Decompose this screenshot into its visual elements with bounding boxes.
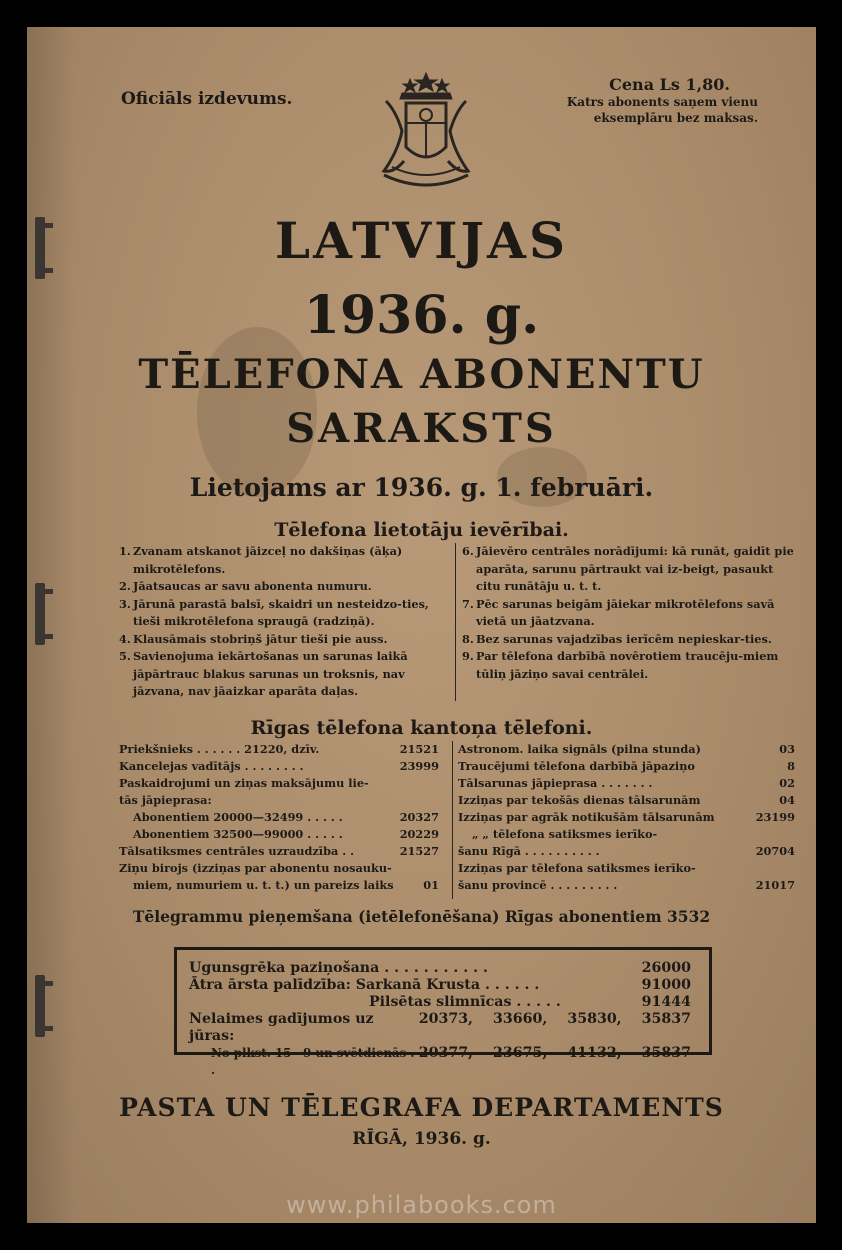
coat-of-arms-emblem xyxy=(380,71,472,193)
phone-label: šanu Rīgā . . . . . . . . . . xyxy=(458,844,600,858)
phone-row xyxy=(458,741,795,758)
phone-label: Izziņas par agrāk notikušām tālsarunām xyxy=(458,810,715,824)
rule-number: 3. xyxy=(119,596,131,611)
phone-label: Traucējumi tēlefona darbībā jāpaziņo xyxy=(458,759,695,773)
phone-number: 23199 xyxy=(755,810,795,824)
rule-item xyxy=(119,648,444,701)
emergency-number: 26000 xyxy=(641,960,691,976)
subtitle: Lietojams ar 1936. g. 1. februāri. xyxy=(189,473,654,502)
phone-row xyxy=(458,758,795,775)
emergency-number: 33660, xyxy=(493,1011,548,1027)
rule-item xyxy=(462,543,796,596)
emergency-label: Nelaimes gadījumos uz jūras: xyxy=(189,1011,374,1044)
emergency-numbers xyxy=(419,1045,691,1079)
rule-number: 9. xyxy=(462,649,474,663)
staple xyxy=(35,975,45,1037)
emergency-label: No plkst. 15—9 un svētdienās . . xyxy=(211,1046,415,1077)
phone-row xyxy=(458,826,795,843)
phone-number: 20704 xyxy=(755,844,795,858)
phone-label: Abonentiem 32500—99000 . . . . . xyxy=(133,827,343,841)
phone-label: Izziņas par tēlefona satiksmes ierīko- xyxy=(458,861,696,875)
rule-item xyxy=(119,578,444,596)
phone-label: Ziņu birojs (izziņas par abonentu nosauku- xyxy=(119,861,392,875)
emergency-box xyxy=(174,947,712,1077)
rule-text: Jārunā parastā balsī, skaidri un nesteidzo-ties, tieši mikrotēlefona spraugā (radziņā). xyxy=(133,596,429,628)
emergency-label: Ugunsgrēka paziņošana . . . . . . . . . . . xyxy=(189,960,488,976)
phone-label: šanu provincē . . . . . . . . . xyxy=(458,878,618,892)
rule-text: Jāievēro centrāles norādījumi: kā runāt, gaidīt pie aparāta, sarunu pārtraukt vai iz-beigt, pasaukt citu runātāju u. t. t. xyxy=(476,544,794,593)
office-phones-right-column xyxy=(452,741,795,899)
emergency-number: 35837 xyxy=(641,1045,691,1061)
price-block xyxy=(567,75,758,126)
phone-row xyxy=(458,843,795,860)
staple xyxy=(35,583,45,645)
department-name: PASTA UN TĒLEGRAFA DEPARTAMENTS xyxy=(119,1093,724,1122)
price-label: Cena Ls 1,80. xyxy=(609,75,730,94)
rules-heading: Tēlefona lietotāju ievērībai. xyxy=(274,519,569,541)
place-date: RĪGĀ, 1936. g. xyxy=(352,1129,491,1149)
title-line4: SARAKSTS xyxy=(286,405,557,452)
phone-label: Tālsatiksmes centrāles uzraudzība . . xyxy=(119,844,355,858)
phone-label: Izziņas par tekošās dienas tālsarunām xyxy=(458,793,701,807)
title-year: 1936. g. xyxy=(303,285,540,346)
official-edition-label: Oficiāls izdevums. xyxy=(121,89,293,109)
phone-row xyxy=(458,877,795,894)
phone-row xyxy=(119,758,439,775)
watermark: www.philabooks.com xyxy=(286,1191,557,1219)
price-note-line1: Katrs abonents saņem vienu xyxy=(566,95,758,109)
phone-row xyxy=(458,860,795,877)
phone-row xyxy=(119,792,439,809)
rule-number: 6. xyxy=(462,544,474,558)
rule-item xyxy=(119,596,444,631)
phone-row xyxy=(458,775,795,792)
rule-text: Savienojuma iekārtošanas un sarunas laikā jāpārtrauc blakus sarunas un troksnis, nav jāzvana, nav jāaizkar aparāta daļas. xyxy=(133,649,408,698)
rule-item xyxy=(462,596,796,631)
rule-number: 1. xyxy=(119,544,131,558)
phone-label: Astronom. laika signāls (pilna stunda) xyxy=(458,742,701,756)
rule-text: Klausāmais stobriņš jātur tieši pie auss. xyxy=(133,631,388,646)
rule-item xyxy=(462,631,796,649)
phone-row xyxy=(119,741,439,758)
rule-text: Bez sarunas vajadzības ierīcēm nepieskar-ties. xyxy=(476,631,772,646)
emergency-number: 35837 xyxy=(641,1011,691,1027)
emergency-number: 41132, xyxy=(567,1045,622,1061)
phone-number: 21527 xyxy=(399,844,439,858)
phone-number: 02 xyxy=(779,776,795,790)
emergency-number: 23675, xyxy=(493,1045,548,1061)
phone-number: 8 xyxy=(787,759,795,773)
emergency-numbers xyxy=(419,1011,691,1045)
phone-number: 03 xyxy=(779,742,795,756)
phone-number: 20229 xyxy=(399,827,439,841)
phone-label: tās jāpieprasa: xyxy=(119,793,212,807)
emergency-row xyxy=(189,977,691,994)
emergency-row xyxy=(189,1045,691,1079)
emergency-row xyxy=(189,1011,691,1045)
phone-label: Tālsarunas jāpieprasa . . . . . . . xyxy=(458,776,653,790)
emergency-number: 20373, xyxy=(418,1011,474,1027)
phone-row xyxy=(119,843,439,860)
phone-row xyxy=(119,809,439,826)
emergency-label: Ātra ārsta palīdzība: Sarkanā Krusta . . . . . . xyxy=(189,977,540,993)
emergency-row xyxy=(189,960,691,977)
phone-row xyxy=(119,775,439,792)
rule-number: 4. xyxy=(119,631,131,646)
phone-number: 01 xyxy=(423,878,439,892)
office-phones-left-column xyxy=(119,741,439,894)
phone-label: Paskaidrojumi un ziņas maksājumu lie- xyxy=(119,776,369,790)
emergency-label: Pilsētas slimnīcas . . . . . xyxy=(369,994,561,1010)
phone-row xyxy=(458,792,795,809)
emergency-number: 35830, xyxy=(567,1011,622,1027)
rule-item xyxy=(119,631,444,649)
rule-text: Jāatsaucas ar savu abonenta numuru. xyxy=(133,579,372,593)
title-line3: TĒLEFONA ABONENTU xyxy=(138,351,705,398)
phone-label: miem, numuriem u. t. t.) un pareizs laiks xyxy=(133,878,394,892)
emergency-row xyxy=(189,994,691,1011)
phone-number: 04 xyxy=(779,793,795,807)
rule-item xyxy=(119,543,444,578)
phone-number: 20327 xyxy=(399,810,439,824)
phone-number: 23999 xyxy=(399,759,439,773)
phone-row xyxy=(119,877,439,894)
rules-left-column xyxy=(119,543,444,701)
phone-row xyxy=(119,860,439,877)
rule-text: Zvanam atskanot jāizceļ no dakšiņas (āķa) mikrotēlefons. xyxy=(133,544,403,576)
price-note-line2: eksemplāru bez maksas. xyxy=(593,111,758,125)
phone-label: Priekšnieks . . . . . . 21220, dzīv. xyxy=(119,742,320,756)
phone-label: Abonentiem 20000—32499 . . . . . xyxy=(133,810,343,824)
office-phones-heading: Rīgas tēlefona kantoņa tēlefoni. xyxy=(250,717,593,739)
rule-number: 8. xyxy=(462,631,474,646)
telegram-line: Tēlegrammu pieņemšana (ietēlefonēšana) Rīgas abonentiem 3532 xyxy=(132,907,711,926)
emergency-number: 91000 xyxy=(641,977,691,993)
rule-text: Par tēlefona darbībā novērotiem traucēju-miem tūliņ jāziņo savai centrālei. xyxy=(476,649,779,681)
phone-row xyxy=(458,809,795,826)
emergency-number: 91444 xyxy=(641,994,691,1010)
phone-row xyxy=(119,826,439,843)
document-cover xyxy=(27,27,816,1223)
rule-number: 2. xyxy=(119,579,131,593)
rules-right-column xyxy=(455,543,796,701)
rule-item xyxy=(462,648,796,683)
phone-number: 21017 xyxy=(755,878,795,892)
phone-label: „ „ tēlefona satiksmes ierīko- xyxy=(472,827,658,841)
title-line1: LATVIJAS xyxy=(274,211,569,270)
emergency-number: 20377, xyxy=(418,1045,474,1061)
rule-number: 7. xyxy=(462,596,474,611)
phone-number: 21521 xyxy=(399,742,439,756)
phone-label: Kancelejas vadītājs . . . . . . . . xyxy=(119,759,304,773)
rule-number: 5. xyxy=(119,649,131,663)
rule-text: Pēc sarunas beigām jāiekar mikrotēlefons savā vietā un jāatzvana. xyxy=(476,596,775,628)
